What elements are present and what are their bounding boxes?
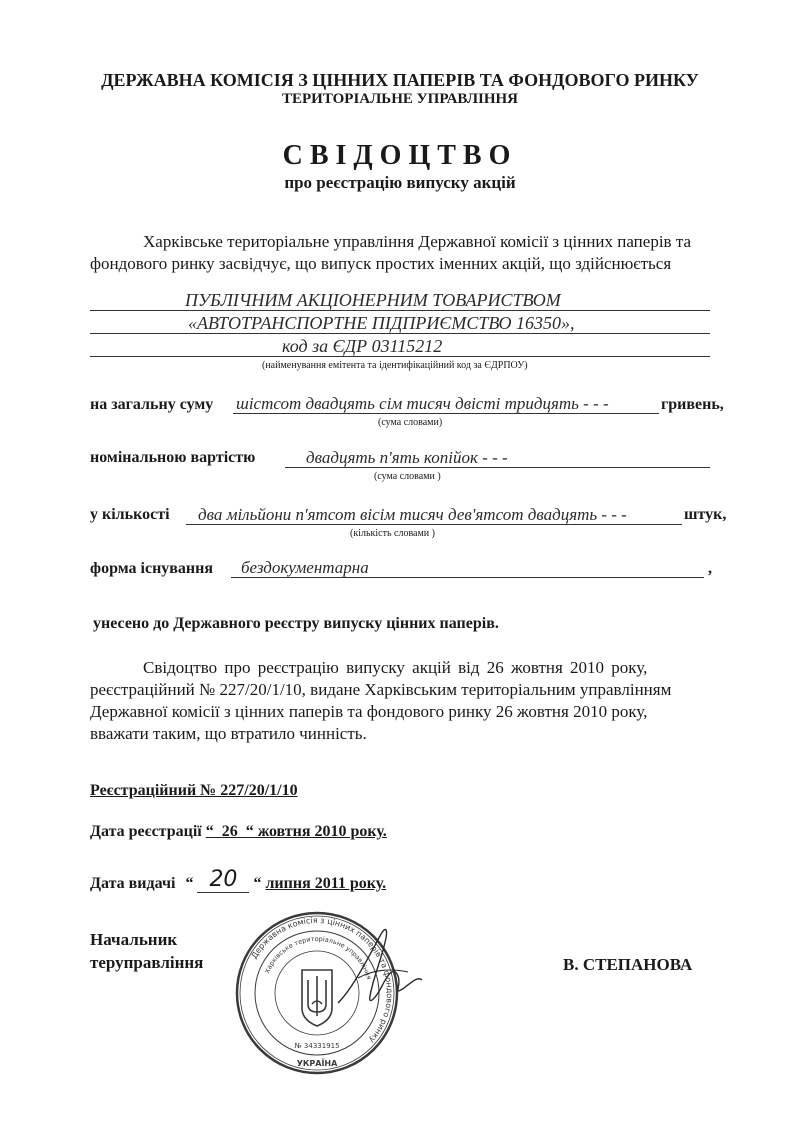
total-amount-unit: гривень, xyxy=(661,396,724,413)
signer-title-line-1: Начальник xyxy=(90,930,178,949)
quantity-label: у кількості xyxy=(90,506,170,523)
authority-header: ДЕРЖАВНА КОМІСІЯ З ЦІННИХ ПАПЕРІВ ТА ФОНДОВОГО РИНКУ xyxy=(101,70,699,90)
nominal-value-label: номінальною вартістю xyxy=(90,449,256,466)
previous-line-4: вважати таким, що втратило чинність. xyxy=(90,724,367,743)
registration-date xyxy=(90,823,387,841)
document-title: СВІДОЦТВО xyxy=(282,140,518,171)
stamp-country: УКРАЇНА xyxy=(296,1059,338,1068)
quote-open: “ xyxy=(185,875,194,892)
registration-date-value xyxy=(206,823,387,840)
quantity-unit: штук, xyxy=(684,506,727,523)
registered-statement: унесено до Державного реєстру випуску цінних паперів. xyxy=(93,615,499,632)
registration-number: Реєстраційний № 227/20/1/10 xyxy=(90,782,298,799)
stamp-inner-text: Харківське територіальне управління xyxy=(263,934,374,981)
issue-date-label: Дата видачі xyxy=(90,875,176,892)
total-amount-caption: (сума словами) xyxy=(378,417,443,428)
quote-close: “ xyxy=(245,823,254,840)
issue-month-year: липня 2011 року. xyxy=(265,875,387,892)
previous-line-3: Державної комісії з цінних паперів та фондового ринку 26 жовтня 2010 року, xyxy=(90,702,648,721)
issue-day: 20 xyxy=(197,867,249,893)
stamp-outer-text: Державна комісія з цінних паперів та фондового ринку xyxy=(249,915,395,1045)
form-value: бездокументарна xyxy=(241,558,369,577)
registration-date-label: Дата реєстрації xyxy=(90,823,202,840)
document-subtitle: про реєстрацію випуску акцій xyxy=(284,173,516,192)
intro-line-2: фондового ринку засвідчує, що випуск простих іменних акцій, що здійснюється xyxy=(90,254,672,273)
total-amount-label: на загальну суму xyxy=(90,396,214,413)
form-end-comma: , xyxy=(708,560,712,577)
issuer-caption: (найменування емітента та ідентифікаційний код за ЄДРПОУ) xyxy=(262,360,528,371)
stamp-code: № 34331915 xyxy=(294,1042,340,1050)
nominal-value-value: двадцять п'ять копійок - - - xyxy=(306,448,508,467)
issuer-code: код за ЄДР 03115212 xyxy=(282,336,443,356)
handwritten-signature xyxy=(318,918,428,1018)
form-label: форма існування xyxy=(90,560,214,577)
intro-line-1: Харківське територіальне управління Державної комісії з цінних паперів та xyxy=(143,232,692,251)
nominal-value-caption: (сума словами ) xyxy=(374,471,441,482)
authority-subheader: ТЕРИТОРІАЛЬНЕ УПРАВЛІННЯ xyxy=(281,91,519,107)
quantity-value: два мільйони п'ятсот вісім тисяч дев'ятсот двадцять - - - xyxy=(198,505,627,524)
issuer-name-line-2: «АВТОТРАНСПОРТНЕ ПІДПРИЄМСТВО 16350», xyxy=(188,313,575,333)
previous-line-1: Свідоцтво про реєстрацію випуску акцій від 26 жовтня 2010 року, xyxy=(143,658,648,677)
signer-name: В. СТЕПАНОВА xyxy=(563,955,693,974)
registration-day: 26 xyxy=(221,823,238,840)
issuer-name-line-1: ПУБЛІЧНИМ АКЦІОНЕРНИМ ТОВАРИСТВОМ xyxy=(185,290,561,310)
quote-close: “ xyxy=(253,875,262,892)
issue-date xyxy=(90,867,386,893)
signer-title-line-2: теруправління xyxy=(90,953,204,972)
total-amount-value: шістсот двадцять сім тисяч двісті тридцять - - - xyxy=(236,394,609,413)
quote-open: “ xyxy=(205,823,214,840)
previous-line-2: реєстраційний № 227/20/1/10, видане Харківським територіальним управлінням xyxy=(90,680,672,699)
registration-month-year: жовтня 2010 року. xyxy=(257,823,387,840)
quantity-caption: (кількість словами ) xyxy=(350,528,435,539)
